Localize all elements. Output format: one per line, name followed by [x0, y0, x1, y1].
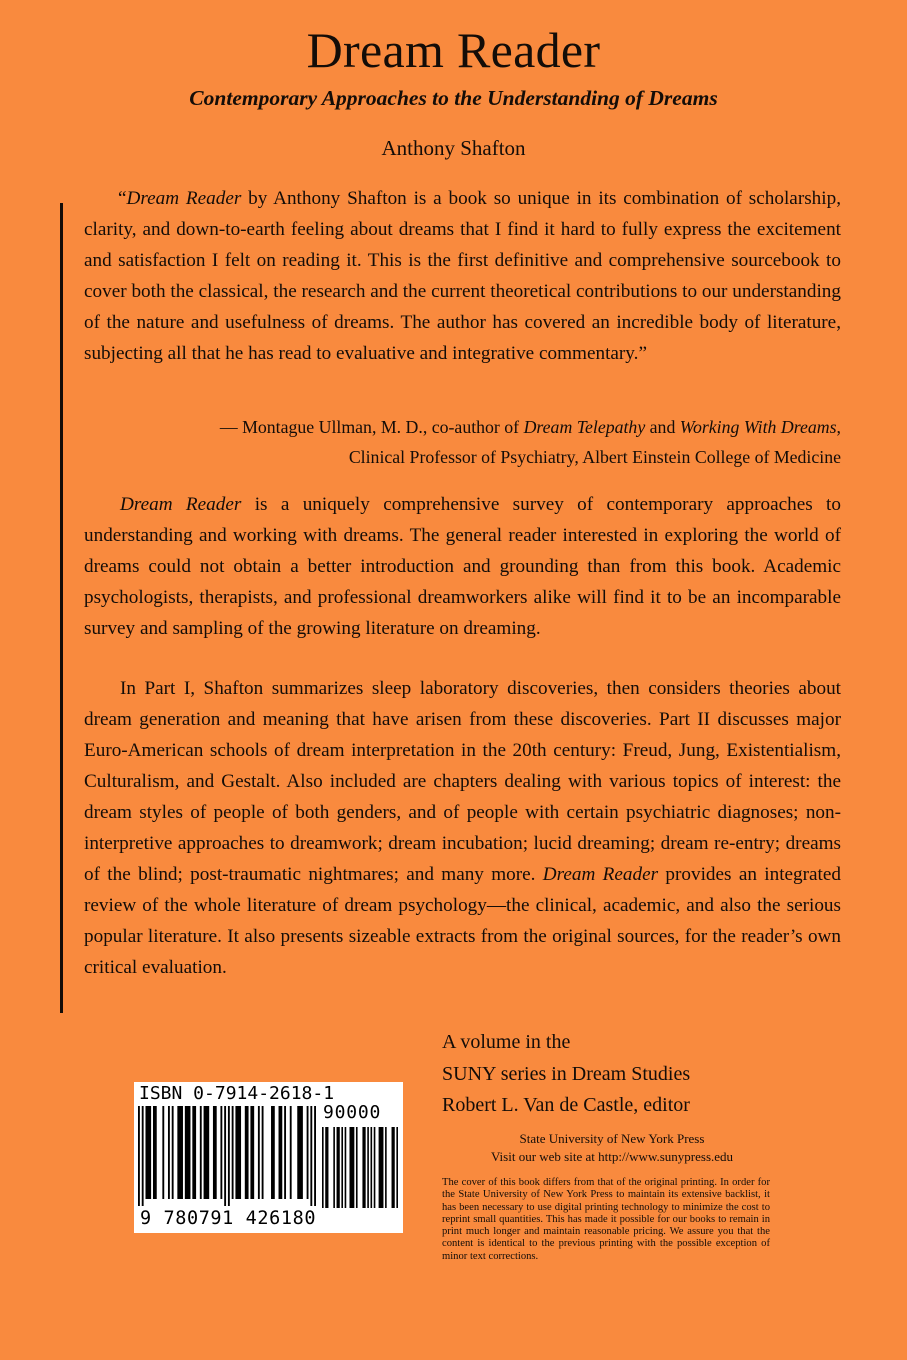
attribution-work-2: Working With Dreams — [679, 417, 837, 437]
barcode-bar — [284, 1106, 286, 1199]
barcode-bar — [168, 1106, 170, 1199]
barcode-bar — [314, 1106, 316, 1206]
quote-text: by Anthony Shafton is a book so unique in its combination of scholarship, clarity, and down-to-earth feeling about dreams that I find it hard to fully express the excitement and satisfaction I felt on reading it. This is the first definitive and comprehensive sourcebook to cover both the classical, the research and the current theoretical contributions to our understanding of the nature and usefulness of dreams. The author has covered an incredible body of literature, subjecting all that he has read to evaluative and integrative commentary. — [84, 188, 841, 364]
isbn-label: ISBN 0-7914-2618-1 — [139, 1083, 335, 1104]
barcode-bar — [307, 1106, 309, 1199]
barcode-bar — [185, 1106, 191, 1199]
barcode-bar — [232, 1106, 234, 1199]
barcode-bar — [341, 1127, 343, 1208]
addon-barcode-bars — [322, 1127, 398, 1208]
barcode-bar — [162, 1106, 164, 1199]
barcode-bar — [192, 1106, 196, 1199]
barcode-bar — [362, 1127, 365, 1208]
publisher-info — [442, 1130, 782, 1166]
barcode-bar — [333, 1127, 335, 1208]
barcode-bar — [325, 1127, 328, 1208]
barcode-bar — [345, 1127, 347, 1208]
barcode-bar — [396, 1127, 398, 1208]
barcode-bar — [204, 1106, 210, 1199]
barcode-bar — [379, 1127, 384, 1208]
quote-rule — [60, 203, 63, 1013]
desc2-text-end: provides an integrated review of the whole literature of dream psychology—the clinical, academic, and also the serious popular literature. It also presents sizeable extracts from the original sources, for the reader’s own critical evaluation. — [84, 864, 841, 978]
barcode-bar — [213, 1106, 217, 1199]
barcode-bar — [153, 1106, 157, 1199]
desc1-book-title: Dream Reader — [120, 494, 242, 515]
barcode-addon-number: 90000 — [323, 1102, 382, 1123]
desc1-text: is a uniquely comprehensive survey of contemporary approaches to understanding and working with dreams. The general reader interested in exploring the world of dreams could not obtain a better introduction and grounding than from this book. Academic psychologists, therapists, and professional dreamworkers alike will find it to be an incomparable survey and sampling of the growing literature on dreaming. — [84, 494, 841, 639]
description-paragraph-2 — [84, 673, 841, 983]
publisher-name: State University of New York Press — [519, 1131, 705, 1146]
barcode-bar — [374, 1127, 376, 1208]
barcode-bar — [322, 1127, 324, 1208]
attribution-work-1: Dream Telepathy — [523, 417, 646, 437]
desc2-book-title: Dream Reader — [542, 864, 659, 885]
barcode-bar — [356, 1127, 358, 1208]
barcode-bar — [145, 1106, 151, 1199]
book-subtitle: Contemporary Approaches to the Understanding of Dreams — [189, 86, 718, 110]
barcode-bar — [224, 1106, 226, 1206]
barcode-bar — [271, 1106, 275, 1199]
barcode-bar — [297, 1106, 303, 1199]
barcode-bar — [367, 1127, 369, 1208]
series-line-1: A volume in the — [442, 1031, 571, 1053]
barcode-bar — [290, 1106, 292, 1199]
barcode-bar — [245, 1106, 249, 1199]
quote-book-title: Dream Reader — [126, 188, 242, 209]
barcode-bar — [250, 1106, 254, 1199]
barcode-bar — [142, 1106, 144, 1206]
publisher-website: Visit our web site at http://www.sunypress.edu — [490, 1149, 734, 1164]
barcode-bar — [177, 1106, 183, 1199]
endorsement-attribution: — Montague Ullman, M. D., co-author of Dream Telepathy and Working With Dreams, Clinical Professor of Psychiatry, Albert Einstein College of Medicine — [84, 412, 841, 472]
series-line-3: Robert L. Van de Castle, editor — [442, 1094, 690, 1116]
series-info — [442, 1027, 690, 1122]
barcode-bar — [262, 1106, 264, 1199]
ean-barcode-bars — [138, 1106, 316, 1206]
description-paragraph-1 — [84, 489, 841, 644]
barcode-bar — [220, 1106, 222, 1199]
barcode-bar — [200, 1106, 202, 1199]
barcode-bar — [310, 1106, 312, 1206]
attribution-prefix: — Montague Ullman, M. D., co-author of — [219, 417, 524, 437]
barcode-bar — [371, 1127, 373, 1208]
desc2-text-start: In Part I, Shafton summarizes sleep laboratory discoveries, then considers theories about dream generation and meaning that have arisen from these discoveries. Part II discusses major Euro-American schools of dream interpretation in the 20th century: Freud, Jung, Existentialism, Culturalism, and Gestalt. Also included are chapters dealing with various topics of interest: the dream styles of people of both genders, and of people with certain psychiatric diagnoses; non-interpretive approaches to dreamwork; dream incubation; lucid dreaming; dream re-entry; dreams of the blind; post-traumatic nightmares; and many more. — [84, 678, 841, 885]
book-title: Dream Reader — [306, 22, 601, 78]
barcode-bar — [228, 1106, 230, 1206]
attribution-credentials: Clinical Professor of Psychiatry, Albert Einstein College of Medicine — [348, 447, 841, 467]
attribution-and: and — [645, 417, 680, 437]
barcode-bar — [138, 1106, 140, 1206]
barcode-bar — [172, 1106, 174, 1199]
isbn-barcode — [134, 1082, 403, 1233]
series-line-2: SUNY series in Dream Studies — [442, 1062, 691, 1085]
ean-number: 9 780791 426180 — [140, 1208, 317, 1229]
barcode-bar — [392, 1127, 395, 1208]
barcode-bar — [235, 1106, 241, 1199]
barcode-bar — [385, 1127, 387, 1208]
author-name: Anthony Shafton — [381, 136, 526, 160]
barcode-bar — [337, 1127, 340, 1208]
barcode-bar — [279, 1106, 283, 1199]
barcode-bar — [258, 1106, 260, 1199]
endorsement-quote: “Dream Reader by Anthony Shafton is a book so unique in its combination of scholarship, clarity, and down-to-earth feeling about dreams that I find it hard to fully express the excitement and satisfaction I felt on reading it. This is the first definitive and comprehensive sourcebook to cover both the classical, the research and the current theoretical contributions to our understanding of the nature and usefulness of dreams. The author has covered an incredible body of literature, subjecting all that he has read to evaluative and integrative commentary.” — [84, 188, 841, 364]
barcode-bar — [349, 1127, 354, 1208]
reprint-notice: The cover of this book differs from that of the original printing. In order for the State University of New York Press to maintain its extensive backlist, it has been necessary to use digital printing technology to minimize the cost to reprint small quantities. This has made it possible for our books to remain in print much longer and maintain reasonable pricing. We assure you that the content is identical to the previous printing with the possible exception of minor text corrections. — [442, 1177, 770, 1262]
